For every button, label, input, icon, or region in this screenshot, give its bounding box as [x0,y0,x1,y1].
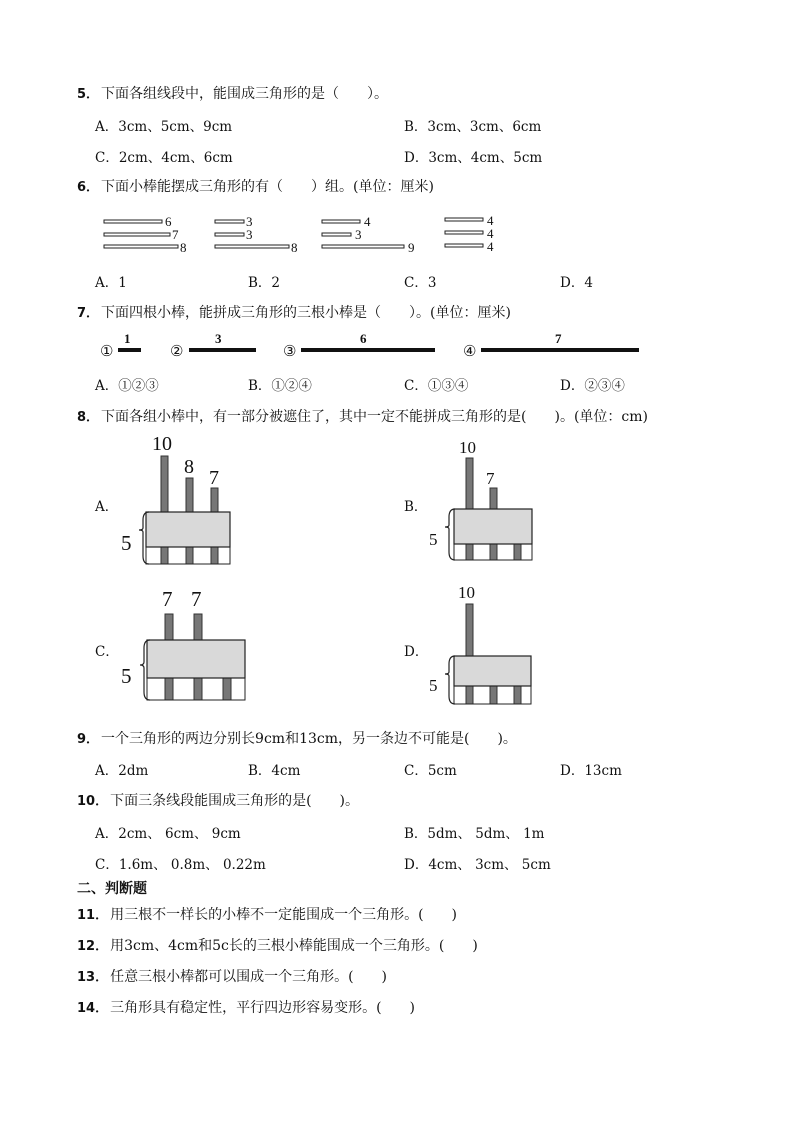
stick-length: 7 [209,467,219,489]
q9-option-c: C．5cm [404,763,457,779]
q6-option-b: B．2 [248,275,281,291]
stick-label: 9 [408,240,415,255]
question-11-text: 用三根不一样长的小棒不一定能围成一个三角形。( ) [110,907,458,923]
question-13-text: 任意三根小棒都可以围成一个三角形。( ) [110,969,388,985]
q7-sticks [0,328,794,364]
q7-option-c: C．①③④ [404,378,469,394]
section-heading: 二、判断题 [77,881,147,897]
q5-option-c: C．2cm、4cm、6cm [95,150,233,166]
stick [104,233,170,236]
q6-option-c: C．3 [404,275,437,291]
question-9-text: 一个三角形的两边分别长9cm和13cm，另一条边不可能是( )。 [101,731,517,747]
stick [215,245,289,248]
question-5: 5． 下面各组线段中，能围成三角形的是（ ）。 [77,86,389,102]
stick-length: 10 [459,438,476,457]
stick [215,220,244,223]
stick-marker: ② [170,344,184,360]
q9-option-b: B．4cm [248,763,301,779]
stick [322,245,404,248]
q8-figure-c [112,582,252,704]
question-14-text: 三角形具有稳定性，平行四边形容易变形。( ) [110,1000,416,1016]
q9-option-a: A．2dm [95,763,149,779]
stick-length: 7 [555,331,562,346]
q5-option-b: B．3cm、3cm、6cm [404,119,542,135]
stick-length: 8 [184,456,194,478]
stick [322,233,351,236]
q7-option-b: B．①②④ [248,378,312,394]
stick-length: 10 [152,433,172,455]
stick-label: 4 [364,214,371,229]
question-8-text: 下面各组小棒中，有一部分被遮住了，其中一定不能拼成三角形的是( )。(单位：cm) [101,409,649,425]
question-12: 12． 用3cm、4cm和5c长的三根小棒能围成一个三角形。( ) [77,938,478,954]
q7-option-d: D．②③④ [560,378,625,394]
stick-marker: ③ [283,344,297,360]
question-10-text: 下面三条线段能围成三角形的是( )。 [110,793,360,809]
stick [490,686,497,704]
q9-option-d: D．13cm [560,763,622,779]
stick-length: 7 [162,587,173,611]
stick [445,218,483,221]
q8-figure-a [112,428,242,570]
stick-label: 3 [355,227,362,242]
stick-label: 8 [180,240,187,255]
stick-length: 7 [486,469,495,488]
question-14: 14． 三角形具有稳定性，平行四边形容易变形。( ) [77,1000,416,1016]
cover-box [454,656,531,686]
stick [445,231,483,234]
stick [445,244,483,247]
stick-length: 7 [191,587,202,611]
question-12-text: 用3cm、4cm和5c长的三根小棒能围成一个三角形。( ) [110,938,478,954]
stick [322,220,360,223]
q6-option-d: D．4 [560,275,593,291]
stick-length: 3 [215,331,222,346]
stick [301,348,435,352]
question-11: 11． 用三根不一样长的小棒不一定能围成一个三角形。( ) [77,907,458,923]
stick-label: 4 [487,239,494,254]
question-6: 6． 下面小棒能摆成三角形的有（ ）组。(单位：厘米) [77,179,434,195]
q8-option-c: C． [95,644,119,660]
question-6-text: 下面小棒能摆成三角形的有（ ）组。(单位：厘米) [101,179,434,195]
stick [104,245,178,248]
stick-label: 3 [246,214,253,229]
question-10: 10． 下面三条线段能围成三角形的是( )。 [77,793,360,809]
question-5-text: 下面各组线段中，能围成三角形的是（ ）。 [101,86,389,102]
stick [104,220,162,223]
q8-option-b: B． [404,499,428,515]
q8-option-d: D． [404,644,429,660]
stick-label: 8 [291,240,298,255]
stick [466,604,473,704]
stick-length: 6 [360,331,367,346]
stick-label: 6 [165,214,172,229]
q7-option-a: A．①②③ [95,378,159,394]
q8-figure-b [420,428,550,570]
q10-option-d: D．4cm、 3cm、 5cm [404,857,551,873]
cover-length: 5 [429,530,438,549]
q8-option-a: A． [95,499,119,515]
question-7-text: 下面四根小棒，能拼成三角形的三根小棒是（ ）。(单位：厘米) [101,305,511,321]
stick-marker: ① [100,344,114,360]
q8-figure-d [420,578,550,708]
stick [118,348,141,352]
q6-option-a: A．1 [95,275,127,291]
cover-length: 5 [429,676,438,695]
stick [481,348,639,352]
q10-option-c: C．1.6m、 0.8m、 0.22m [95,857,266,873]
stick-label: 4 [487,213,494,228]
stick-length: 10 [458,583,475,602]
stick-label: 7 [172,227,179,242]
question-7: 7． 下面四根小棒，能拼成三角形的三根小棒是（ ）。(单位：厘米) [77,305,511,321]
q10-option-a: A．2cm、 6cm、 9cm [95,826,241,842]
question-9: 9． 一个三角形的两边分别长9cm和13cm，另一条边不可能是( )。 [77,731,517,747]
q6-stick-groups [0,208,794,258]
question-13: 13． 任意三根小棒都可以围成一个三角形。( ) [77,969,388,985]
cover-box [454,509,532,544]
q10-option-b: B．5dm、 5dm、 1m [404,826,545,842]
cover-length: 5 [121,664,132,688]
question-8: 8． 下面各组小棒中，有一部分被遮住了，其中一定不能拼成三角形的是( )。(单位：cm) [77,409,649,425]
stick [215,233,244,236]
stick [223,678,231,700]
stick-label: 3 [246,227,253,242]
stick-length: 1 [124,331,131,346]
stick [514,686,521,704]
stick [161,456,168,564]
q5-option-a: A．3cm、5cm、9cm [95,119,233,135]
stick-label: 4 [487,226,494,241]
q5-option-d: D．3cm、4cm、5cm [404,150,543,166]
cover-length: 5 [121,531,132,555]
cover-box [146,512,230,547]
cover-box [147,640,245,678]
stick-marker: ④ [463,344,477,360]
stick [189,348,256,352]
